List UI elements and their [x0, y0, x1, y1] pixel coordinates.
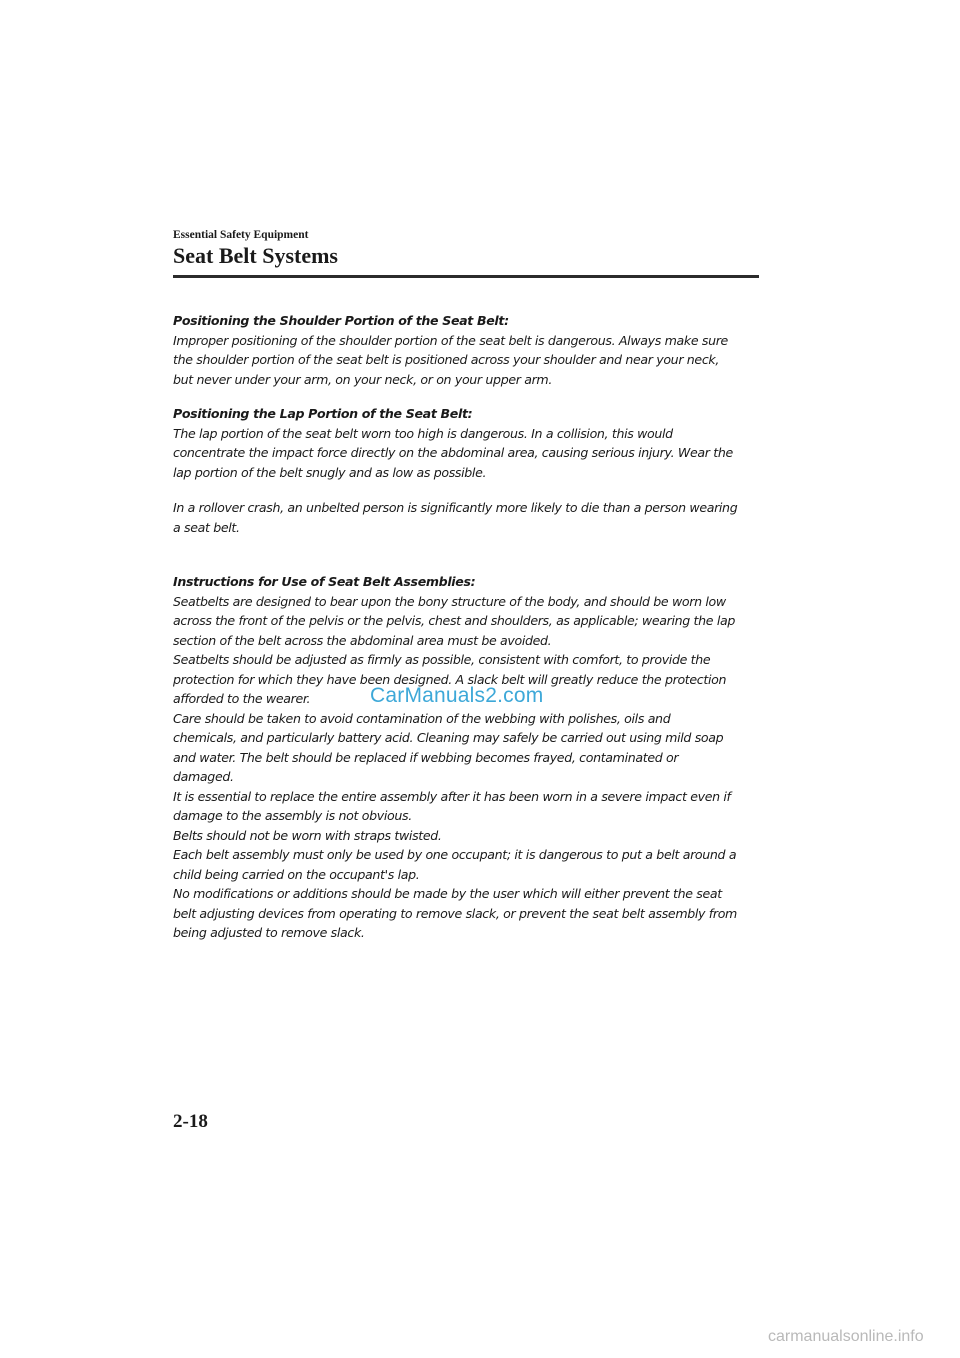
- text-line: Belts should not be worn with straps twisted.: [173, 827, 442, 843]
- text-line: concentrate the impact force directly on the abdominal area, causing serious injury. Wear the: [173, 445, 733, 460]
- lap-section: [173, 404, 763, 482]
- text-line: damage to the assembly is not obvious.: [173, 808, 412, 823]
- text-line: a seat belt.: [173, 519, 240, 535]
- instructions-heading: Instructions for Use of Seat Belt Assemblies:: [173, 574, 476, 589]
- lap-heading: Positioning the Lap Portion of the Seat Belt:: [173, 406, 473, 421]
- text-line: Improper positioning of the shoulder portion of the seat belt is dangerous. Always make sure: [173, 332, 728, 348]
- text-line: and water. The belt should be replaced if webbing becomes frayed, contaminated or: [173, 749, 679, 765]
- text-line: belt adjusting devices from operating to remove slack, or prevent the seat belt assembly from: [173, 905, 737, 921]
- instructions-section: [173, 572, 763, 943]
- page-number: 2-18: [173, 1111, 208, 1132]
- shoulder-heading: Positioning the Shoulder Portion of the Seat Belt:: [173, 313, 509, 328]
- rollover-section: [173, 498, 763, 537]
- text-line: afforded to the wearer.: [173, 691, 311, 706]
- text-line: Seatbelts are designed to bear upon the bony structure of the body, and should be worn low: [173, 593, 726, 609]
- text-line: child being carried on the occupant's lap.: [173, 866, 420, 882]
- text-line: but never under your arm, on your neck, or on your upper arm.: [173, 371, 552, 387]
- text-line: No modifications or additions should be made by the user which will either prevent the seat: [173, 886, 722, 901]
- text-line: damaged.: [173, 769, 234, 784]
- text-line: being adjusted to remove slack.: [173, 925, 365, 940]
- page-title: Seat Belt Systems: [173, 243, 338, 268]
- text-line: section of the belt across the abdominal area must be avoided.: [173, 632, 552, 648]
- text-line: across the front of the pelvis or the pelvis, chest and shoulders, as applicable; wearing the lap: [173, 613, 735, 628]
- title-divider: [173, 275, 759, 278]
- shoulder-section: [173, 311, 763, 389]
- text-line: In a rollover crash, an unbelted person is significantly more likely to die than a person wearing: [173, 500, 738, 515]
- text-line: chemicals, and particularly battery acid. Cleaning may safely be carried out using mild soap: [173, 730, 724, 745]
- text-line: Seatbelts should be adjusted as firmly as possible, consistent with comfort, to provide the: [173, 652, 711, 667]
- text-line: The lap portion of the seat belt worn too high is dangerous. In a collision, this would: [173, 425, 673, 441]
- section-label: Essential Safety Equipment: [173, 229, 309, 241]
- text-line: lap portion of the belt snugly and as low as possible.: [173, 464, 487, 480]
- text-line: It is essential to replace the entire assembly after it has been worn in a severe impact even if: [173, 788, 731, 804]
- text-line: protection for which they have been designed. A slack belt will greatly reduce the protection: [173, 671, 727, 687]
- watermark-logo: CarManuals2.com: [370, 684, 544, 707]
- text-line: Each belt assembly must only be used by one occupant; it is dangerous to put a belt around a: [173, 847, 737, 862]
- text-line: Care should be taken to avoid contamination of the webbing with polishes, oils and: [173, 710, 671, 726]
- text-line: the shoulder portion of the seat belt is positioned across your shoulder and near your neck,: [173, 352, 720, 367]
- footer-watermark: carmanualsonline.info: [768, 1328, 924, 1345]
